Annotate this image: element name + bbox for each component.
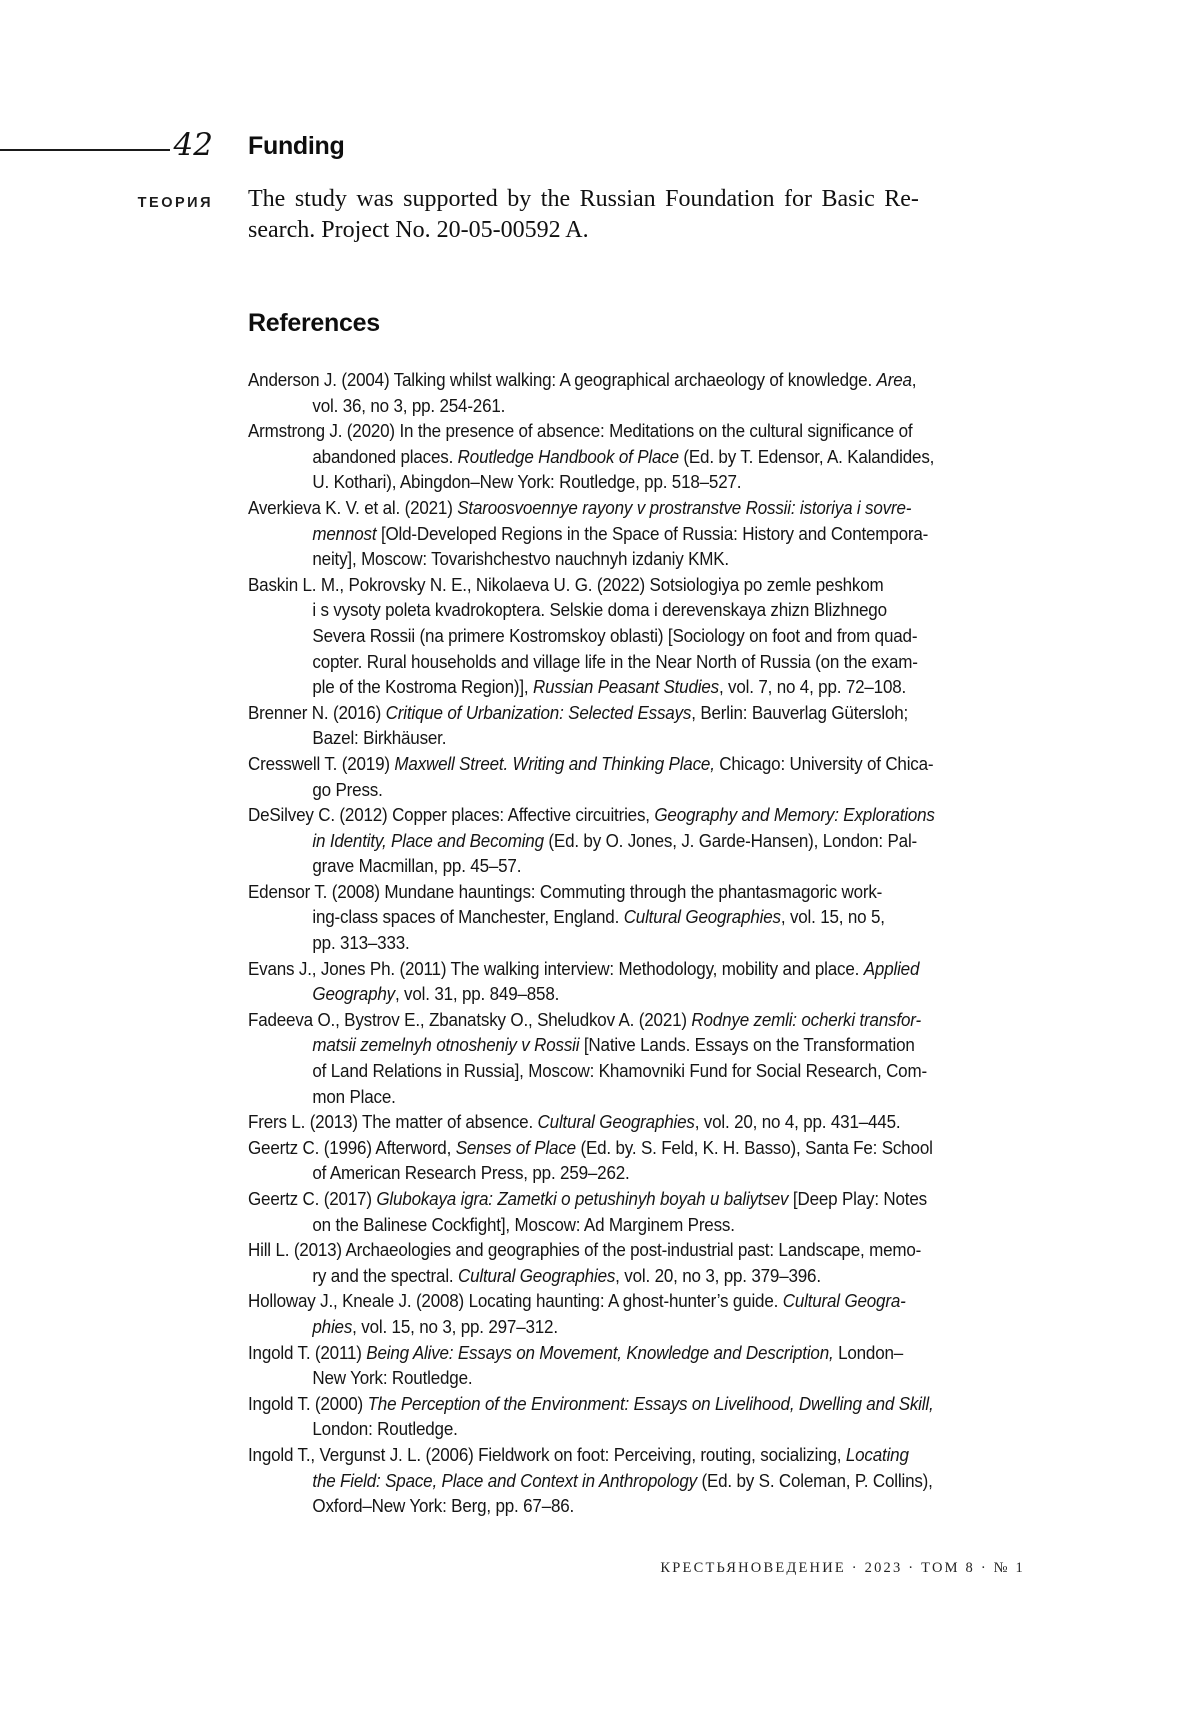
reference-text-segment: ing-class spaces of Manchester, England. [312, 906, 624, 928]
reference-text-segment: (Ed. by S. Coleman, P. Collins), [696, 1469, 933, 1491]
references-heading: References [248, 309, 380, 337]
reference-text-segment: Senses of Place [455, 1136, 576, 1158]
reference-entry [248, 1340, 935, 1391]
reference-text-segment: Edensor T. (2008) Mundane hauntings: Commuting through the phantasmagoric work- [248, 880, 883, 902]
reference-line [248, 751, 935, 777]
reference-text-segment: Anderson J. (2004) Talking whilst walking: A geographical archaeology of knowledge. [248, 369, 877, 390]
reference-line [248, 777, 935, 803]
reference-text-segment: mon Place. [312, 1085, 396, 1107]
reference-line [248, 1237, 935, 1263]
reference-line [248, 1391, 935, 1417]
reference-line [248, 1058, 935, 1084]
reference-text-segment: matsii zemelnyh otnosheniy v Rossii [312, 1034, 580, 1056]
reference-line [248, 1416, 935, 1442]
reference-line [248, 1263, 935, 1289]
reference-text-segment: Ingold T. (2011) [248, 1341, 367, 1363]
section-label: ТЕОРИЯ [137, 195, 213, 211]
references-list [248, 367, 935, 1519]
reference-text-segment: Severa Rossii (na primere Kostromskoy oblasti) [Sociology on foot and from quad- [312, 624, 918, 646]
reference-line [248, 521, 935, 547]
reference-line [248, 981, 935, 1007]
reference-text-segment: , vol. 7, no 4, pp. 72–108. [718, 676, 907, 698]
reference-text-segment: Critique of Urbanization: Selected Essays [385, 701, 692, 723]
reference-line [248, 1032, 935, 1058]
reference-text-segment: phies [312, 1315, 353, 1337]
reference-entry [248, 956, 935, 1007]
reference-entry [248, 1237, 935, 1288]
reference-text-segment: , vol. 15, no 3, pp. 297–312. [352, 1315, 558, 1337]
reference-text-segment: Applied [863, 957, 920, 979]
reference-line [248, 367, 935, 393]
reference-text-segment: Geertz C. (2017) [248, 1188, 377, 1209]
reference-text-segment: copter. Rural households and village life in the Near North of Russia (on the exam- [312, 650, 918, 672]
reference-line [248, 1288, 935, 1314]
reference-text-segment: of American Research Press, pp. 259–262. [312, 1162, 630, 1184]
reference-text-segment: London– [833, 1341, 904, 1363]
reference-line [248, 930, 935, 956]
reference-text-segment: Being Alive: Essays on Movement, Knowledge and Description, [366, 1341, 834, 1363]
reference-entry [248, 572, 935, 700]
reference-text-segment: , Berlin: Bauverlag Gütersloh; [691, 701, 909, 723]
reference-text-segment: Bazel: Birkhäuser. [312, 727, 447, 749]
reference-line [248, 1186, 935, 1212]
reference-line [248, 1468, 935, 1494]
reference-text-segment: U. Kothari), Abingdon–New York: Routledge, pp. 518–527. [312, 471, 742, 493]
reference-line [248, 495, 935, 521]
reference-line [248, 649, 935, 675]
reference-text-segment: Cultural Geographies [458, 1264, 616, 1286]
reference-line [248, 546, 935, 572]
reference-text-segment: Evans J., Jones Ph. (2011) The walking interview: Methodology, mobility and place. [248, 957, 864, 979]
reference-text-segment: of Land Relations in Russia], Moscow: Khamovniki Fund for Social Research, Com- [312, 1060, 927, 1082]
reference-entry [248, 1135, 935, 1186]
reference-text-segment: Locating [845, 1443, 909, 1465]
reference-text-segment: go Press. [312, 778, 383, 800]
reference-text-segment: mennost [312, 522, 377, 544]
reference-line [248, 1135, 935, 1161]
funding-line: search. Project No. 20-05-00592 A. [248, 217, 589, 243]
reference-text-segment: Geography [312, 983, 395, 1005]
reference-line [248, 904, 935, 930]
reference-line [248, 1160, 935, 1186]
reference-text-segment: (Ed. by T. Edensor, A. Kalandides, [678, 445, 935, 467]
reference-text-segment: The Perception of the Environment: Essays on Livelihood, Dwelling and Skill, [367, 1392, 934, 1414]
reference-text-segment: , [911, 369, 917, 390]
reference-text-segment: Cultural Geographies [537, 1111, 695, 1133]
reference-text-segment: Glubokaya igra: Zametki o petushinyh boyah u baliytsev [376, 1188, 789, 1209]
reference-text-segment: , vol. 31, pp. 849–858. [394, 983, 560, 1005]
reference-entry [248, 1288, 935, 1339]
reference-text-segment: Oxford–New York: Berg, pp. 67–86. [312, 1495, 575, 1517]
reference-text-segment: Cultural Geographies [623, 906, 781, 928]
reference-text-segment: Cresswell T. (2019) [248, 752, 395, 774]
reference-text-segment: Routledge Handbook of Place [457, 445, 679, 467]
reference-text-segment: (Ed. by O. Jones, J. Garde-Hansen), London: Pal- [543, 829, 918, 851]
reference-text-segment: on the Balinese Cockfight], Moscow: Ad Marginem Press. [312, 1213, 735, 1235]
reference-line [248, 1212, 935, 1238]
reference-line [248, 853, 935, 879]
reference-text-segment: Averkieva K. V. et al. (2021) [248, 496, 458, 518]
reference-line [248, 674, 935, 700]
reference-text-segment: New York: Routledge. [312, 1367, 473, 1389]
reference-line [248, 1442, 935, 1468]
reference-text-segment: Frers L. (2013) The matter of absence. [248, 1111, 538, 1133]
reference-entry [248, 1109, 935, 1135]
reference-entry [248, 879, 935, 956]
reference-entry [248, 1186, 935, 1237]
reference-text-segment: Brenner N. (2016) [248, 701, 386, 723]
reference-entry [248, 1391, 935, 1442]
reference-entry [248, 751, 935, 802]
reference-text-segment: DeSilvey C. (2012) Copper places: Affective circuitries, [248, 804, 655, 826]
reference-text-segment: London: Routledge. [312, 1418, 458, 1440]
reference-line [248, 418, 935, 444]
reference-entry [248, 1442, 935, 1519]
reference-text-segment: Ingold T., Vergunst J. L. (2006) Fieldwork on foot: Perceiving, routing, socializing, [248, 1443, 846, 1465]
reference-text-segment: Russian Peasant Studies [532, 676, 719, 698]
reference-text-segment: Baskin L. M., Pokrovsky N. E., Nikolaeva U. G. (2022) Sotsiologiya po zemle peshkom [248, 573, 884, 595]
reference-line [248, 469, 935, 495]
reference-text-segment: ry and the spectral. [312, 1264, 459, 1286]
reference-text-segment: , vol. 20, no 4, pp. 431–445. [694, 1111, 901, 1133]
reference-text-segment: in Identity, Place and Becoming [312, 829, 544, 851]
funding-heading: Funding [248, 132, 345, 160]
reference-line [248, 444, 935, 470]
reference-line [248, 623, 935, 649]
reference-text-segment: [Native Lands. Essays on the Transformation [579, 1034, 915, 1056]
reference-text-segment: grave Macmillan, pp. 45–57. [312, 855, 522, 877]
reference-text-segment: Area [876, 369, 912, 390]
reference-line [248, 700, 935, 726]
reference-text-segment: Maxwell Street. Writing and Thinking Place, [394, 752, 715, 774]
page-number: 42 [173, 127, 213, 163]
reference-line [248, 725, 935, 751]
reference-text-segment: Ingold T. (2000) [248, 1392, 368, 1414]
reference-line [248, 1007, 935, 1033]
reference-line [248, 597, 935, 623]
reference-line [248, 1340, 935, 1366]
reference-text-segment: Fadeeva O., Bystrov E., Zbanatsky O., Sheludkov A. (2021) [248, 1008, 692, 1030]
reference-line [248, 802, 935, 828]
reference-text-segment: (Ed. by. S. Feld, K. H. Basso), Santa Fe: School [575, 1136, 933, 1158]
reference-text-segment: , vol. 20, no 3, pp. 379–396. [615, 1264, 821, 1286]
funding-line: The study was supported by the Russian Foundation for Basic Re- [248, 186, 919, 212]
reference-text-segment: Geertz C. (1996) Afterword, [248, 1136, 456, 1158]
reference-line [248, 1493, 935, 1519]
reference-line [248, 393, 935, 419]
reference-text-segment: neity], Moscow: Tovarishchestvo nauchnyh izdaniy KMK. [312, 548, 729, 570]
reference-text-segment: abandoned places. [312, 445, 458, 467]
reference-line [248, 956, 935, 982]
reference-text-segment: , vol. 15, no 5, [780, 906, 885, 928]
reference-entry [248, 802, 935, 879]
reference-line [248, 828, 935, 854]
reference-entry [248, 418, 935, 495]
reference-text-segment: pp. 313–333. [312, 932, 410, 954]
reference-line [248, 1314, 935, 1340]
reference-text-segment: Holloway J., Kneale J. (2008) Locating haunting: A ghost-hunter’s guide. [248, 1290, 783, 1312]
reference-line [248, 1109, 935, 1135]
reference-text-segment: Hill L. (2013) Archaeologies and geographies of the post-industrial past: Landscape, memo- [248, 1239, 922, 1261]
journal-footer: КРЕСТЬЯНОВЕДЕНИЕ · 2023 · ТОМ 8 · № 1 [660, 1560, 1025, 1576]
reference-text-segment: [Deep Play: Notes [788, 1188, 927, 1209]
reference-entry [248, 367, 935, 418]
reference-text-segment: ple of the Kostroma Region)], [312, 676, 533, 698]
reference-entry [248, 700, 935, 751]
reference-text-segment: Chicago: University of Chica- [714, 752, 934, 774]
reference-line [248, 1084, 935, 1110]
reference-text-segment: Armstrong J. (2020) In the presence of absence: Meditations on the cultural significance of [248, 420, 913, 442]
reference-text-segment: i s vysoty poleta kvadrokoptera. Selskie doma i derevenskaya zhizn Blizhnego [312, 599, 887, 621]
reference-text-segment: the Field: Space, Place and Context in Anthropology [312, 1469, 697, 1491]
reference-line [248, 572, 935, 598]
reference-line [248, 879, 935, 905]
reference-text-segment: [Old-Developed Regions in the Space of Russia: History and Contempora- [376, 522, 929, 544]
funding-paragraph [248, 184, 919, 246]
reference-entry [248, 495, 935, 572]
reference-text-segment: vol. 36, no 3, pp. 254-261. [312, 394, 506, 416]
reference-line [248, 1365, 935, 1391]
reference-entry [248, 1007, 935, 1109]
reference-text-segment: Geography and Memory: Explorations [654, 804, 935, 826]
reference-text-segment: Cultural Geogra- [782, 1290, 906, 1312]
reference-text-segment: Rodnye zemli: ocherki transfor- [691, 1008, 921, 1030]
reference-text-segment: Staroosvoennye rayony v prostranstve Rossii: istoriya i sovre- [457, 496, 912, 518]
